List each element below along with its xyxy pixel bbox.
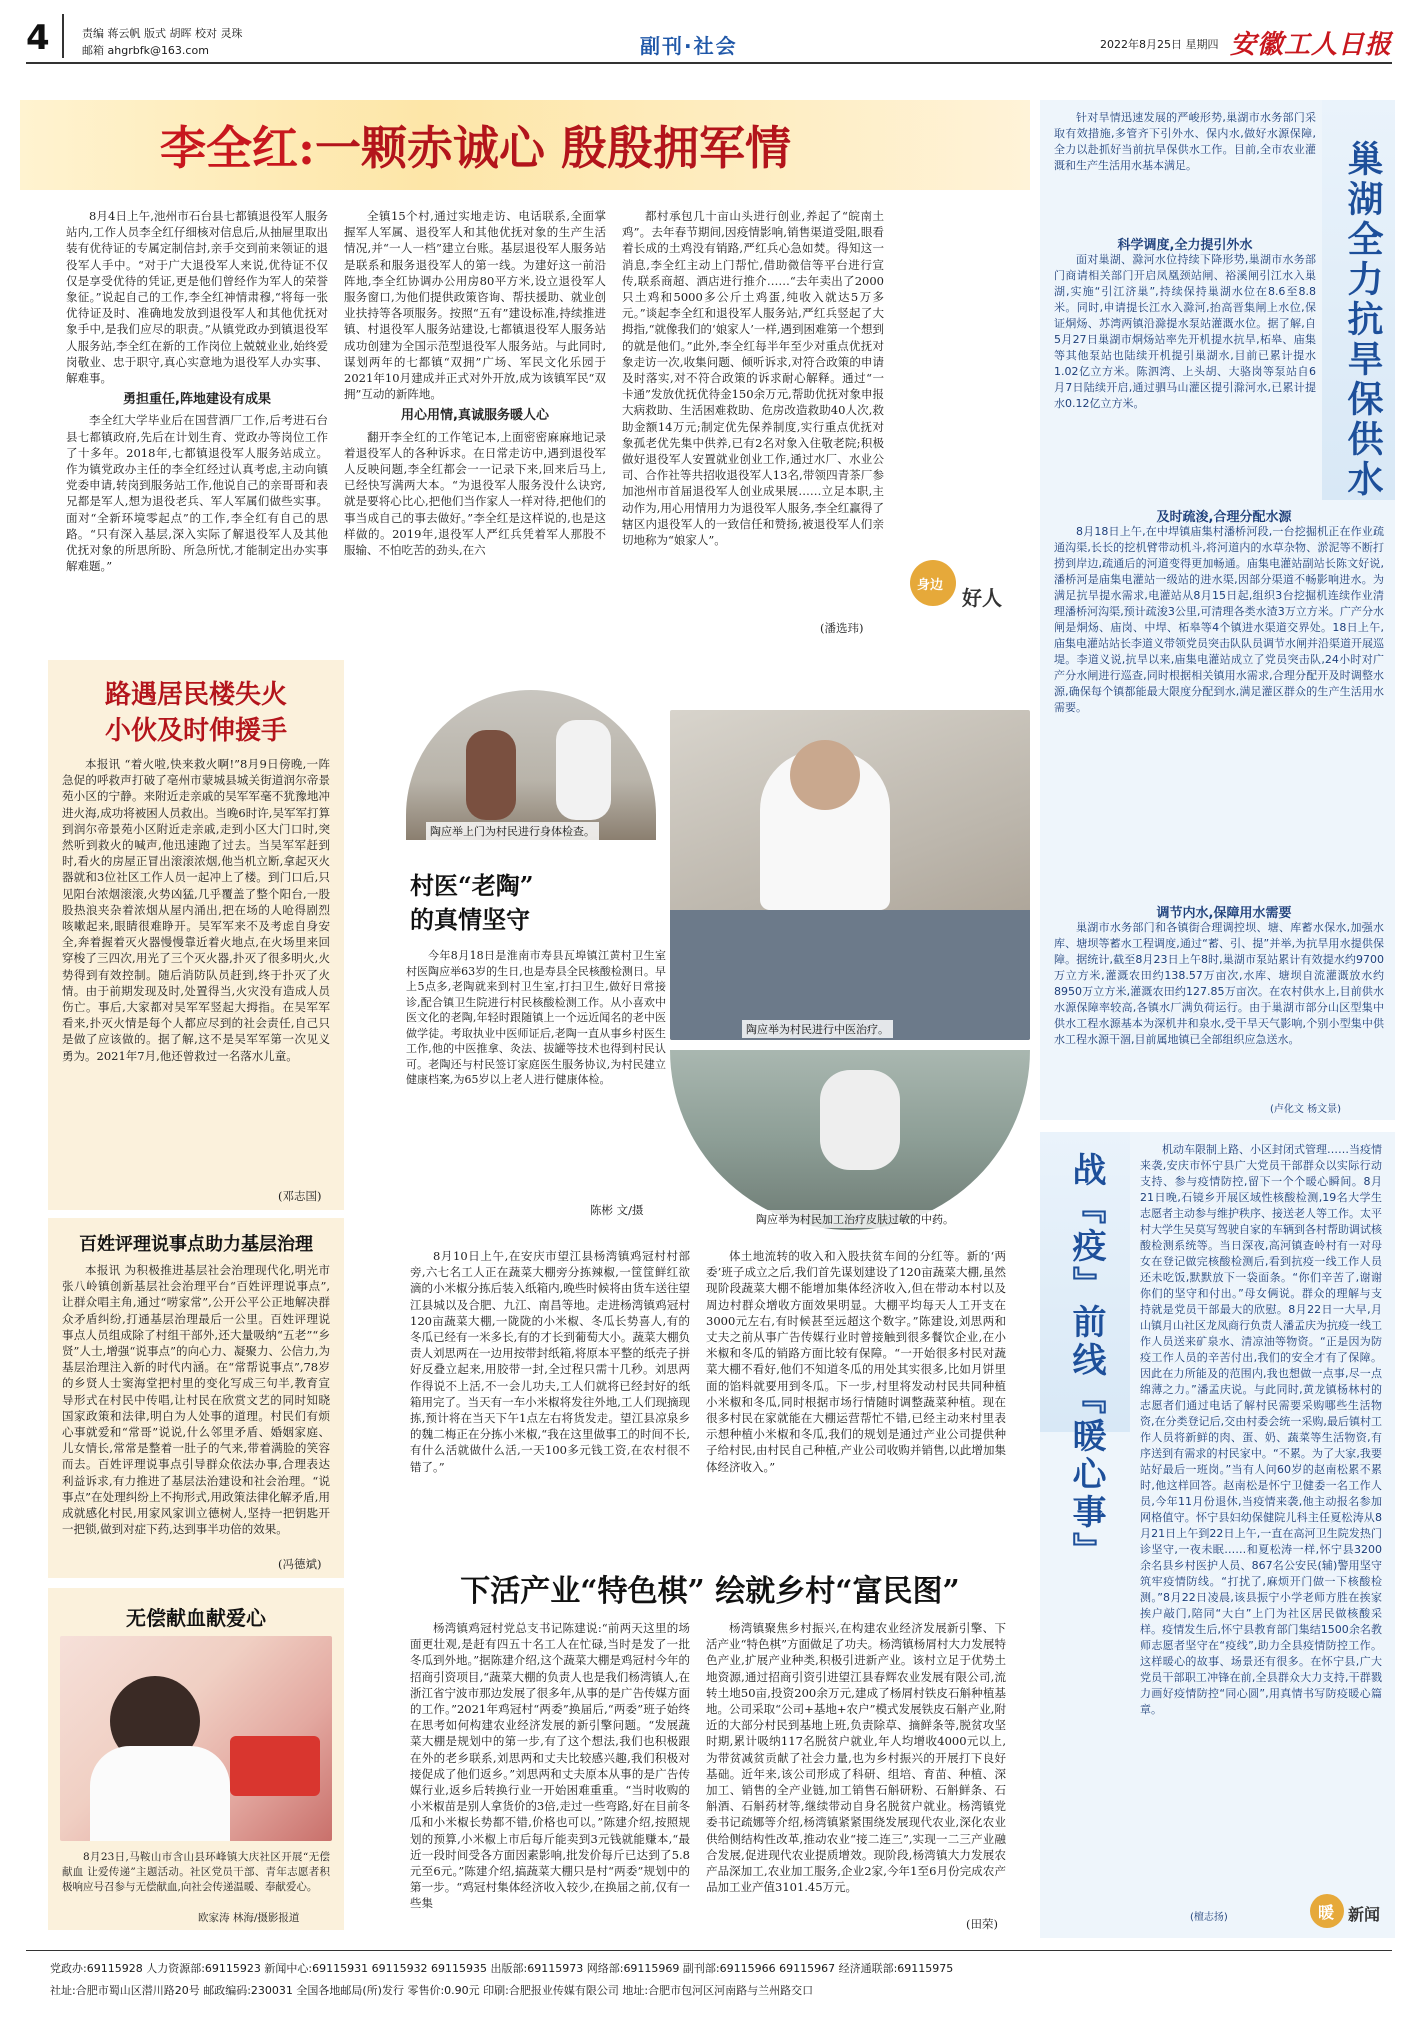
drought-para-2: 8月18日上午,在中垾镇庙集村潘桥河段,一台挖掘机正在作业疏通沟渠,长长的挖机臂带动机斗,将河道内的水草杂物、淤泥等不断打捞到岸边,疏通后的河道变得更加畅通。庙集电灌站副站长陈文好说,潘桥河是庙集电灌站一级站的进水渠,因部分渠道不畅影响进水。为满足抗旱提水需求,电灌站从8月15日起,组织3台挖掘机连续作业清理潘桥河沟渠,预计疏浚3公里,可清理各类水渣3万立方米。广产分水闸是烔炀、庙岗、中垾、柘皋等4个镇进水渠道交界处。18日上午,庙集电灌站站长李道义带领党员突击队队员调节水闸并沿渠道开展巡堤。李道义说,抗旱以来,庙集电灌站成立了党员突击队,24小时对广产分水闸进行巡查,同时根据相关镇用水需求,合理分配开及时调整水源,确保每个镇都能最大限度分配到水,满足灌区群众的生产生活用水需要。: [1054, 525, 1384, 714]
eval-story: [48, 1218, 344, 1578]
editor-email: 邮箱 ahgrbfk@163.com: [82, 44, 209, 57]
masthead-logo: 安徽工人日报: [1230, 30, 1393, 60]
blood-story: [48, 1588, 344, 1930]
farm-story: [370, 1248, 1030, 1938]
fire-story: [48, 660, 344, 1210]
feature-title-rest: 一颗赤诚心 殷殷拥军情: [314, 121, 791, 175]
page-footer: [26, 1950, 1392, 2020]
epidemic-byline: (檀志扬): [1190, 1912, 1228, 1923]
farm-bottom-left: 杨湾镇鸡冠村党总支书记陈建说:“前两天这里的场面更壮观,是赶有四五十名工人在忙碌,当时是发了一批冬瓜到外地。”据陈建介绍,这个蔬菜大棚是鸡冠村今年的招商引资项目,“蔬菜大棚的负责人也是我们杨湾镇人,在浙江省宁波市那边发展了很多年,从事的是广告传媒方面的工作。”2021年鸡冠村“两委”换届后,“两委”班子始终在思考如何构建农业经济发展的新引擎问题。“发展蔬菜大棚是规划中的第一步,有了这个想法,我们也积极跟在外的老乡联系,刘思两和丈夫比较感兴趣,我们积极对接促成了他们返乡。”刘思两和丈夫原本从事的是广告传媒行业,返乡后转换行业一开始困难重重。“当时收购的小米椒苗是别人拿货价的3倍,走过一些弯路,好在目前冬瓜和小米椒长势都不错,价格也可以。”陈建介绍,按照规划的预算,小米椒上市后每斤能卖到3元钱就能赚本,“最近一段时间受各方面因素影响,批发价每斤已达到了5.8元至6元。”陈建介绍,搞蔬菜大棚只是村“两委”规划中的第一步。“鸡冠村集体经济收入较少,在换届之前,仅有一些集: [410, 1621, 690, 1911]
drought-byline: (卢化文 杨文景): [1270, 1104, 1341, 1115]
farm-top-left: 8月10日上午,在安庆市望江县杨湾镇鸡冠村村部旁,六七名工人正在蔬菜大棚旁分拣辣椒,一筐筐鲜红欲滴的小米椒分拣后装入纸箱内,晚些时候将由货车送往望江县城以及合肥、九江、南昌等地。走进杨湾镇鸡冠村120亩蔬菜大棚,一陇陇的小米椒、冬瓜长势喜人,有的冬瓜已经有一米多长,有的才长到葡萄大小。蔬菜大棚负责人刘思两在一边用按带封纸箱,将原本平整的纸壳子拼好反叠立起来,用胶带一封,全过程只需十几秒。刘思两作得说不上活,不一会儿功夫,工人们就将已经封好的纸箱用完了。当天有一车小米椒将发往外地,工人们现摘现拣,预计将在当天下午1点左右将货发走。望江县凉泉乡的魏二梅正在分拣小米椒,“我在这里做事工的时间不长,有什么活就做什么活,一天100多元钱工资,在农村很不错了。”: [410, 1249, 690, 1474]
page-header: [0, 0, 1413, 62]
drought-subhead-3: 调节内水,保障用水需要: [1156, 906, 1292, 921]
doctor-caption-3: 陶应举为村民加工治疗皮肤过敏的中药。: [752, 1210, 958, 1228]
footer-phone-line: 党政办:69115928 人力资源部:69115923 新闻中心:69115931 69115932 69115935 出版部:69115973 网络部:69115969 副刊部:69115966 69115967 经济通联部:69115975: [50, 1962, 954, 1975]
main-feature: [20, 100, 1030, 645]
badge-side-text: 身边: [917, 578, 944, 593]
drought-para-1: 面对巢湖、滁河水位持续下降形势,巢湖市水务部门商请相关部门开启凤凰颈站闸、裕溪闸引江水入巢湖,实施“引江济巢”,持续保持巢湖水位在8.6至8.8米。同时,申请提长江水入滁河,抬高晋集闸上水位,保证烔炀、苏湾两镇沿滁提水泵站灌溉水位。据了解,自5月27日巢湖市烔炀站率先开机提水抗旱,柘皋、庙集等其他泵站也陆续开机提引巢湖水,目前已累计提水1.02亿立方米。陈泗湾、上头胡、大骆岗等泵站自6月7日陆续开启,通过驷马山灌区提引滁河水,已累计提水0.12亿立方米。: [1054, 253, 1316, 410]
farm-bottom-right: 杨湾镇聚焦乡村振兴,在构建农业经济发展新引擎、下活产业“特色棋”方面做足了功夫。杨湾镇杨屑村大力发展特色产业,扩展产业种类,积极引进新产业。该村立足于优势土地资源,通过招商引资引进望江县春辉农业发展有限公司,流转土地50亩,投资200余万元,建成了杨屑村铁皮石斛种植基地。公司采取“公司+基地+农户”模式发展铁皮石斛产业,附近的大部分村民到基地上班,负责除草、摘鲜条等,脱贫攻坚时期,累计吸纳117名脱贫户就业,年人均增收4000元以上,为带贫减贫贡献了社会力量,也为乡村振兴的开展打下良好基础。近年来,该公司形成了科研、组培、育苗、种植、深加工、销售的全产业链,加工销售石斛研粉、石斛鲜条、石斛酒、石斛药材等,继续带动自身名脱贫户就业。杨湾镇党委书记疏娜等介绍,杨湾镇紧紧围绕发展现代农业,深化农业供给侧结构性改革,推动农业“接二连三”,实现一二三产业融合发展,促进现代农业提质增效。现阶段,杨湾镇大力发展农产品深加工,农业加工服务,企业2家,今年1至6月份完成农产品加工业产值3101.45万元。: [706, 1621, 1006, 1895]
drought-intro: 针对旱情迅速发展的严峻形势,巢湖市水务部门采取有效措施,多管齐下引外水、保内水,做好水源保障,全力以赴抓好当前抗旱保供水工作。目前,全市农业灌溉和生产生活用水基本满足。: [1054, 111, 1316, 172]
doctor-caption-2: 陶应举为村民进行中医治疗。: [742, 1020, 893, 1038]
feature-subhead-2: 用心用情,真诚服务暖人心: [401, 408, 549, 424]
epidemic-story: [1040, 1132, 1395, 1938]
feature-subhead-1: 勇担重任,阵地建设有成果: [123, 392, 271, 408]
badge-main-text: 好人: [962, 586, 1002, 610]
section-title: 副刊·社会: [640, 34, 738, 58]
eval-byline: (冯德斌): [278, 1557, 322, 1571]
drought-title: 巢湖全力抗旱保供水: [1342, 140, 1384, 500]
good-person-badge: [910, 560, 1020, 620]
feature-title-name: 李全红:: [160, 121, 315, 175]
doctor-byline: 陈彬 文/摄: [590, 1203, 644, 1217]
doctor-title-line2: 的真情坚守: [410, 905, 530, 934]
doctor-body: 今年8月18日是淮南市寿县瓦埠镇江黄村卫生室村医陶应举63岁的生日,也是寿县全民核酸检测日。早上5点多,老陶就来到村卫生室,打扫卫生,做好日常接诊,配合镇卫生院进行村民核酸检测工作。从小喜欢中医文化的老陶,年轻时跟随镇上一个远近闻名的老中医做学徒。考取执业中医师证后,老陶一直从事乡村医生工作,他的中医推拿、灸法、拔罐等技术也得到村民认可。老陶还与村民签订家庭医生服务协议,为村民建立健康档案,为65岁以上老人进行健康体检。: [406, 949, 666, 1086]
doctor-photo-2: [670, 710, 1030, 1040]
issue-date: 2022年8月25日 星期四: [1100, 38, 1219, 51]
feature-col-2: 全镇15个村,通过实地走访、电话联系,全面掌握军人军属、退役军人和其他优抚对象的生产生活情况,并“一人一档”建立台账。基层退役军人服务站是联系和服务退役军人的第一线。为建好这一前沿阵地,李全红协调办公用房80平方米,设立退役军人服务窗口,为他们提供政策咨询、帮扶援助、就业创业扶持等各项服务。按照“五有”建设标准,持续推进镇、村退役军人服务站建设,七都镇退役军人服务站成功创建为全国示范型退役军人服务站。与此同时,谋划两年的七都镇“双拥”广场、军民文化乐园于2021年10月建成并正式对外开放,成为该镇军民“双拥”互动的新阵地。 用心用情,真诚服务暖人心 翻开李全红的工作笔记本,上面密密麻麻地记录着退役军人的各种诉求。在日常走访中,遇到退役军人反映问题,李全红都会一一记录下来,回来后马上,已经快写满两大本。“为退役军人服务没什么诀窍,就是要将心比心,把他们当作家人一样对待,把他们的事当成自己的事去做好。”李全红是这样说的,也是这样做的。2019年,退役军人严红兵凭着军人那股不服输、不怕吃苦的劲头,在六: [344, 209, 606, 558]
farm-top-right: 体土地流转的收入和入股扶贫车间的分红等。新的‘两委’班子成立之后,我们首先谋划建设了120亩蔬菜大棚,虽然现阶段蔬菜大棚不能增加集体经济收入,但在带动本村以及周边村群众增收方面效果明显。大棚平均每天人工开支在3000元左右,有时候甚至远超这个数字。”陈建设,刘思两和丈夫之前从事广告传媒行业时曾接触到很多餐饮企业,在小米椒和冬瓜的销路方面比较有保障。“一开始很多村民对蔬菜大棚不看好,他们不知道冬瓜的用处其实很多,比如月饼里面的馅料就要用到冬瓜。下一步,村里将发动村民共同种植小米椒和冬瓜,同时根据市场行情随时调整蔬菜种植。现在很多村民在家就能在大棚运营帮忙不错,已经主动来村里表示想种植小米椒和冬瓜,我们的规划是通过产业公司提供种子给村民,由村民自己种植,产业公司收购并销售,以此增加集体经济收入。”: [706, 1249, 1006, 1474]
feature-byline: (潘选玮): [820, 621, 864, 635]
doctor-title-line1: 村医“老陶”: [410, 871, 534, 900]
drought-subhead-2: 及时疏浚,合理分配水源: [1156, 510, 1292, 525]
drought-story: [1040, 100, 1395, 1120]
feature-title: [160, 112, 791, 178]
blood-caption: 8月23日,马鞍山市含山县环峰镇大庆社区开展“无偿献血 让爱传递”主题活动。社区党员干部、青年志愿者积极响应号召参与无偿献血,向社会传递温暖、奉献爱心。: [62, 1851, 330, 1893]
feature-col-3: 都村承包几十亩山头进行创业,养起了“皖南土鸡”。去年春节期间,因疫情影响,销售渠道受阻,眼看着长成的土鸡没有销路,严红兵心急如焚。得知这一消息,李全红主动上门帮忙,借助微信等平台进行宣传,联系商超、酒店进行推介……“去年卖出了2000只土鸡和5000多公斤土鸡蛋,纯收入就达5万多元。”谈起李全红和退役军人服务站,严红兵竖起了大拇指,“就像我们的‘娘家人’一样,遇到困难第一个想到的就是他们。”此外,李全红每半年至少对重点优抚对象走访一次,收集问题、倾听诉求,对符合政策的申请及时落实,对不符合政策的诉求耐心解释。通过“一卡通”发放优抚优待金150余万元,帮助优抚对象申报大病救助、生活困难救助、危房改造救助40人次,救助金额14万元;制定优先保养制度,实行重点优抚对象孤老优先集中供养,已有2名对象入住敬老院;积极做好退役军人安置就业创业工作,通过水厂、水业公司、合作社等共招收退役军人13名,带领四青茶厂参加池州市首届退役军人创业成果展……立足本职,主动作为,用心用情用力为退役军人服务,李全红赢得了辖区内退役军人的一致信任和赞扬,被退役军人们亲切地称为“娘家人”。: [622, 209, 884, 548]
fire-byline: (邓志国): [278, 1189, 322, 1203]
doctor-story: [370, 690, 1030, 1230]
warm-badge-icon-text: 暖: [1318, 1903, 1335, 1922]
fire-body: 本报讯 “着火啦,快来救火啊!”8月9日傍晚,一阵急促的呼救声打破了亳州市蒙城县城关街道润尔帝景苑小区的宁静。来附近走亲戚的吴军军毫不犹豫地冲进火海,成功将被困人员救出。当晚6时许,吴军军打算到润尔帝景苑小区附近走亲戚,走到小区大门口时,突然听到救火的喊声,他迅速跑了过去。当吴军军赶到时,看火的房屋正冒出滚滚浓烟,他当机立断,拿起灭火器就和3位社区工作人员一起冲上了楼。到门口后,只见阳台浓烟滚滚,火势凶猛,几乎覆盖了整个阳台,一股股热浪夹杂着浓烟从屋内涌出,把在场的人呛得剧烈咳嗽起来,眼睛很难睁开。吴军军来不及考虑自身安全,奔着握着灭火器慢慢靠近着火地点,在火场里来回穿梭了三四次,用光了三个灭火器,扑灭了很多明火,火势得到有效控制。随后消防队员赶到,终于扑灭了火情。由于前期发现及时,处置得当,火灾没有造成人员伤亡。事后,大家都对吴军军竖起大拇指。在吴军军看来,扑灭火情是每个人都应尽到的社会责任,自己只是做了应该做的。据了解,这不是吴军军第一次见义勇为。2021年7月,他还曾救过一名落水儿童。: [62, 757, 330, 1063]
drought-subhead-1: 科学调度,全力提引外水: [1117, 238, 1253, 253]
epidemic-body: 机动车限制上路、小区封闭式管理……当疫情来袭,安庆市怀宁县广大党员干部群众以实际行动支持、参与疫情防控,留下一个个暖心瞬间。8月21日晚,石镜乡开展区域性核酸检测,19名大学生志愿者主动参与维护秩序、接送老人等工作。太平村大学生吴莫写驾驶自家的车辆到各村帮助调试核酸检测系统等。当日深夜,高河镇查岭村有一对母女在登记做完核酸检测后,看到抗疫一线工作人员还未吃饭,默默放下一袋面条。“你们辛苦了,谢谢你们的坚守和付出。”母女俩说。群众的理解与支持就是党员干部最大的欣慰。8月22日一大早,月山镇月山社区龙凤商行负责人潘孟庆为抗疫一线工作人员送来矿泉水、清凉油等物资。“正是因为防疫工作人员的辛苦付出,我们的安全才有了保障。因此在力所能及的范围内,我也想做一点事,尽一点绵薄之力。”潘孟庆说。与此同时,黄龙镇杨林村的志愿者们通过电话了解村民需要采购哪些生活物资,在分类登记后,交由村委会统一采购,最后镇村工作人员将新鲜的肉、蛋、奶、蔬菜等生活物资,有序送到有需求的村民家中。“不累。为了大家,我要站好最后一班岗。”当有人问60岁的赵南松累不累时,他这样回答。赵南松是怀宁卫健委一名工作人员,今年11月份退休,当疫情来袭,他主动报名参加网格值守。怀宁县妇幼保健院儿科主任夏松涛从8月21日上午到22日上午,一直在高河卫生院发热门诊坚守,一夜未眠……和夏松涛一样,怀宁县3200余名县乡村医护人员、867名公安民(辅)警用坚守筑牢疫情防线。“打扰了,麻烦开门做一下核酸检测。”8月22日凌晨,该县振宁小学老师方胜在挨家挨户敲门,陪同“大白”上门为社区居民做核酸采样。疫情发生后,怀宁县教育部门集结1500余名教师志愿者坚守在“疫线”,助力全县疫情防控工作。这样暖心的故事、场景还有很多。在怀宁县,广大党员干部职工冲锋在前,全县群众大力支持,干群戮力画好疫情防控“同心圆”,用真情书写防疫暖心篇章。: [1140, 1143, 1382, 1716]
feature-col-1: 8月4日上午,池州市石台县七都镇退役军人服务站内,工作人员李全红仔细核对信息后,从抽屉里取出装有优待证的专属定制信封,亲手交到前来领证的退役军人手中。“对于广大退役军人来说,优待证不仅仅是享受优待的凭证,更是他们曾经作为军人的荣誉象征。”说起自己的工作,李全红神情肃穆,“将每一张优待证及时、准确地发放到退役军人和其他优抚对象手中,是我们应尽的职责。”从镇党政办到镇退役军人服务站,李全红在新的工作岗位上兢兢业业,始终爱岗敬业、忠于职守,真心实意地为退役军人办实事、解难事。 勇担重任,阵地建设有成果 李全红大学毕业后在国营酒厂工作,后考进石台县七都镇政府,先后在计划生育、党政办等岗位工作了十多年。2018年,七都镇退役军人服务站成立。作为镇党政办主任的李全红经过认真考虑,主动向镇党委申请,转岗到服务站工作,他说自己的亲哥哥和表兄都是军人,想为退役老兵、军人军属们做些实事。面对“全新环境零起点”的工作,李全红有自己的思路。“只有深入基层,深入实际了解退役军人及其他优抚对象的所思所盼、所急所忧,才能制定出办实事解难题。”: [66, 209, 328, 574]
epidemic-title: 战『疫』前线『暖心事』: [1066, 1152, 1106, 1570]
editor-credits: 责编 蒋云帆 版式 胡晖 校对 灵珠: [82, 27, 243, 40]
drought-para-3: 巢湖市水务部门和各镇街合理调控坝、塘、库蓄水保水,加强水库、塘坝等蓄水工程调度,通过“蓄、引、提”并举,为抗旱用水提供保障。据统计,截至8月23日上午8时,巢湖市泵站累计有效提水约9700万立方米,灌溉农田约138.57万亩次,水库、塘坝自流灌溉放水约8950万立方米,灌溉农田约127.85万亩次。在农村供水上,目前供水水源保障率较高,各镇水厂满负荷运行。由于巢湖市部分山区型集中供水工程水源基本为深机井和泉水,受干旱天气影响,个别小型集中供水工程水源干涸,目前属地镇已全部组织应急送水。: [1054, 921, 1384, 1046]
warm-badge-text: 新闻: [1348, 1905, 1381, 1924]
doctor-photo-1: [406, 690, 656, 840]
farm-title: 下活产业“特色棋” 绘就乡村“富民图”: [460, 1574, 960, 1609]
farm-byline: (田荣): [966, 1917, 998, 1931]
blood-credit: 欧家涛 林海/摄影报道: [198, 1912, 300, 1924]
eval-body: 本报讯 为积极推进基层社会治理现代化,明光市张八岭镇创新基层社会治理平台“百姓评理说事点”,让群众唱主角,通过“唠家常”,公开公平公正地解决群众矛盾纠纷,打通基层治理最后一公里。百姓评理说事点人员组成除了村组干部外,还大量吸纳“五老”“乡贤”人士,增强“说事点”的向心力、凝聚力、公信力,为基层治理注入新的时代内涵。在“常帮说事点”,78岁的乡贤人士窦海堂把村里的变化写成三句半,教育宣导形式在村民中传唱,让村民在欣赏文艺的同时知晓国家政策和法律,明白为人处事的道理。村民们有烦心事就爱和“常哥”说说,什么邻里矛盾、婚姻家庭、儿女情长,常常是整着一肚子的气来,带着满脸的笑容而去。百姓评理说事点引导群众依法办事,合理表达利益诉求,有力推进了基层法治建设和社会治理。“说事点”在处理纠纷上不拘形式,用政策法律化解矛盾,用成就感化村民,用家风家训立德树人,坚持一把钥匙开一把锁,做到对症下药,达到事半功倍的效果。: [62, 1263, 330, 1537]
doctor-caption-1: 陶应举上门为村民进行身体检查。: [426, 822, 599, 840]
blood-title: 无偿献血献爱心: [126, 1606, 266, 1630]
warm-news-badge: [1310, 1892, 1390, 1932]
blood-photo: [60, 1636, 332, 1841]
eval-title: 百姓评理说事点助力基层治理: [79, 1234, 313, 1255]
footer-address-line: 社址:合肥市蜀山区潜川路20号 邮政编码:230031 全国各地邮局(所)发行 零售价:0.90元 印刷:合肥报业传媒有限公司 地址:合肥市包河区河南路与兰州路交口: [50, 1984, 814, 1997]
doctor-photo-3: [670, 1050, 1030, 1230]
page-number: 4: [26, 18, 50, 58]
fire-title-line2: 小伙及时伸援手: [104, 716, 287, 746]
fire-title-line1: 路遇居民楼失火: [104, 680, 287, 710]
